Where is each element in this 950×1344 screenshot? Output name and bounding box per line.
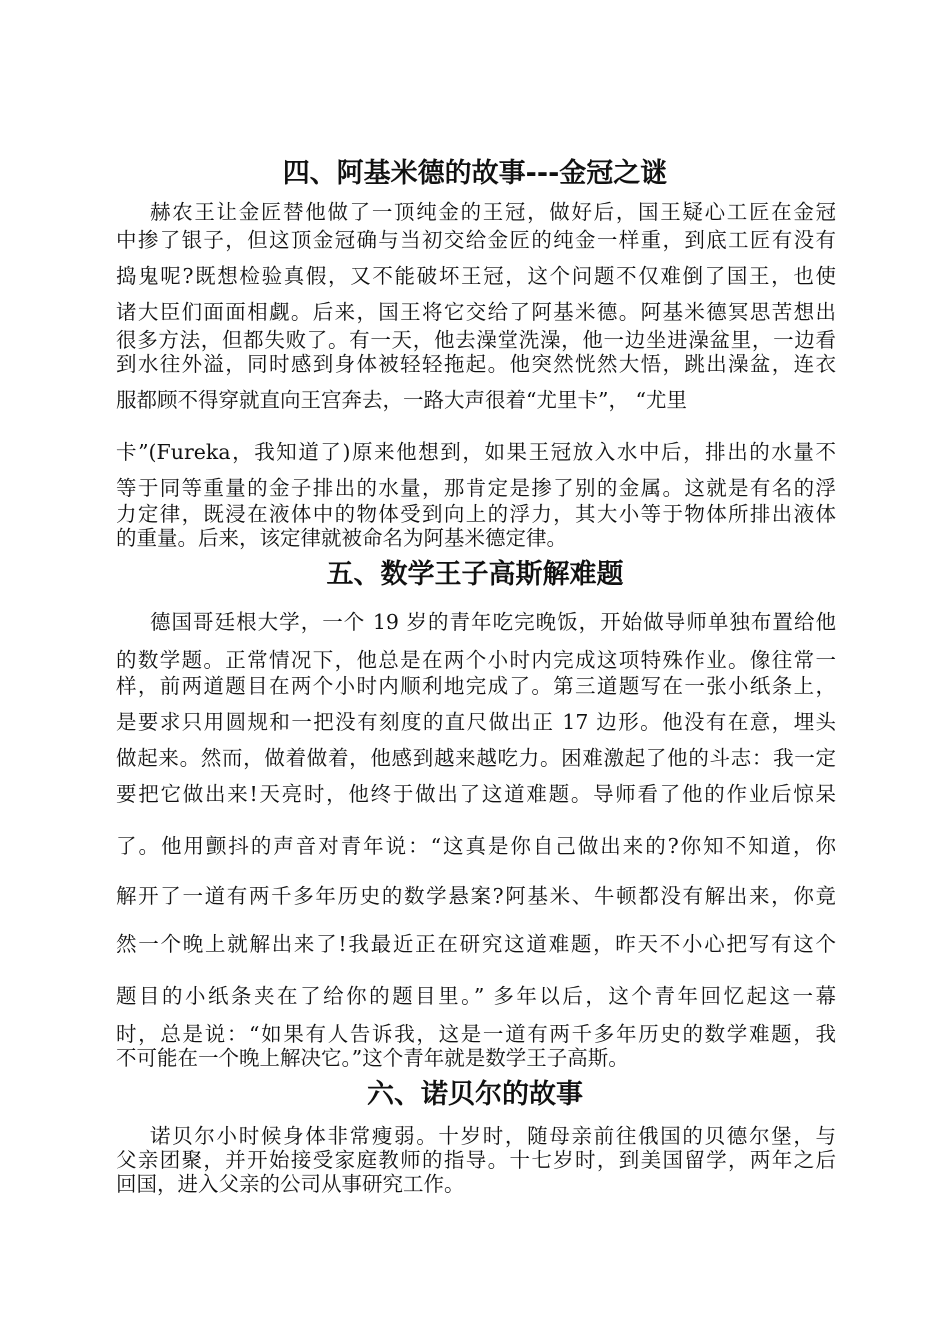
section-title-gauss: 五、数学王子高斯解难题 (326, 559, 624, 590)
paragraph-line: 做起来。然而，做着做着，他感到越来越吃力。困难激起了他的斗志：我一定 (116, 746, 836, 770)
paragraph-line: 捣鬼呢?既想检验真假，又不能破坏王冠，这个问题不仅难倒了国王，也使 (116, 264, 836, 288)
paragraph-line: 的数学题。正常情况下，他总是在两个小时内完成这项特殊作业。像往常一 (116, 648, 836, 672)
paragraph-line: 服都顾不得穿就直向王宫奔去，一路大声很着“尤里卡”， “尤里 (116, 388, 687, 412)
paragraph-line: 中掺了银子，但这顶金冠确与当初交给金匠的纯金一样重，到底工匠有没有 (116, 228, 836, 252)
paragraph-line: 了。他用颤抖的声音对青年说：“这真是你自己做出来的?你知不知道，你 (116, 834, 836, 858)
paragraph-line: 德国哥廷根大学，一个 19 岁的青年吃完晚饭，开始做导师单独布置给他 (150, 610, 836, 634)
paragraph-line: 赫农王让金匠替他做了一顶纯金的王冠，做好后，国王疑心工匠在金冠 (150, 200, 836, 224)
paragraph-line: 很多方法，但都失败了。有一天，他去澡堂洗澡，他一边坐进澡盆里，一边看 (116, 328, 836, 352)
paragraph-line: 到水往外溢，同时感到身体被轻轻拖起。他突然恍然大悟，跳出澡盆，连衣 (116, 352, 836, 376)
paragraph-line: 等于同等重量的金子排出的水量，那肯定是掺了别的金属。这就是有名的浮 (116, 476, 836, 500)
paragraph-line: 诺贝尔小时候身体非常瘦弱。十岁时，随母亲前往俄国的贝德尔堡，与 (150, 1124, 836, 1148)
paragraph-line: 诸大臣们面面相觑。后来，国王将它交给了阿基米德。阿基米德冥思苦想出 (116, 300, 836, 324)
paragraph-line: 父亲团聚，并开始接受家庭教师的指导。十七岁时，到美国留学，两年之后 (116, 1148, 836, 1172)
paragraph-line: 解开了一道有两千多年历史的数学悬案?阿基米、牛顿都没有解出来，你竟 (116, 884, 836, 908)
paragraph-line: 是要求只用圆规和一把没有刻度的直尺做出正 17 边形。他没有在意，埋头 (116, 710, 836, 734)
section-title-archimedes: 四、阿基米德的故事---金冠之谜 (282, 158, 668, 189)
paragraph-line: 时，总是说：“如果有人告诉我，这是一道有两千多年历史的数学难题，我 (116, 1022, 836, 1046)
paragraph-line: 力定律，既浸在液体中的物体受到向上的浮力，其大小等于物体所排出液体 (116, 502, 836, 526)
paragraph-line: 的重量。后来，该定律就被命名为阿基米德定律。 (116, 526, 567, 550)
paragraph-line: 样，前两道题目在两个小时内顺利地完成了。第三道题写在一张小纸条上， (116, 674, 836, 698)
section-title-nobel: 六、诺贝尔的故事 (367, 1079, 583, 1110)
paragraph-line: 要把它做出来!天亮时，他终于做出了这道难题。导师看了他的作业后惊呆 (116, 782, 836, 806)
paragraph-line: 然一个晚上就解出来了!我最近正在研究这道难题，昨天不小心把写有这个 (116, 932, 836, 956)
paragraph-line: 回国，进入父亲的公司从事研究工作。 (116, 1172, 465, 1196)
paragraph-line: 卡”(Fureka，我知道了)原来他想到，如果王冠放入水中后，排出的水量不 (116, 440, 836, 464)
paragraph-line: 题目的小纸条夹在了给你的题目里。” 多年以后，这个青年回忆起这一幕 (116, 984, 836, 1008)
paragraph-line: 不可能在一个晚上解决它。”这个青年就是数学王子高斯。 (116, 1046, 629, 1070)
